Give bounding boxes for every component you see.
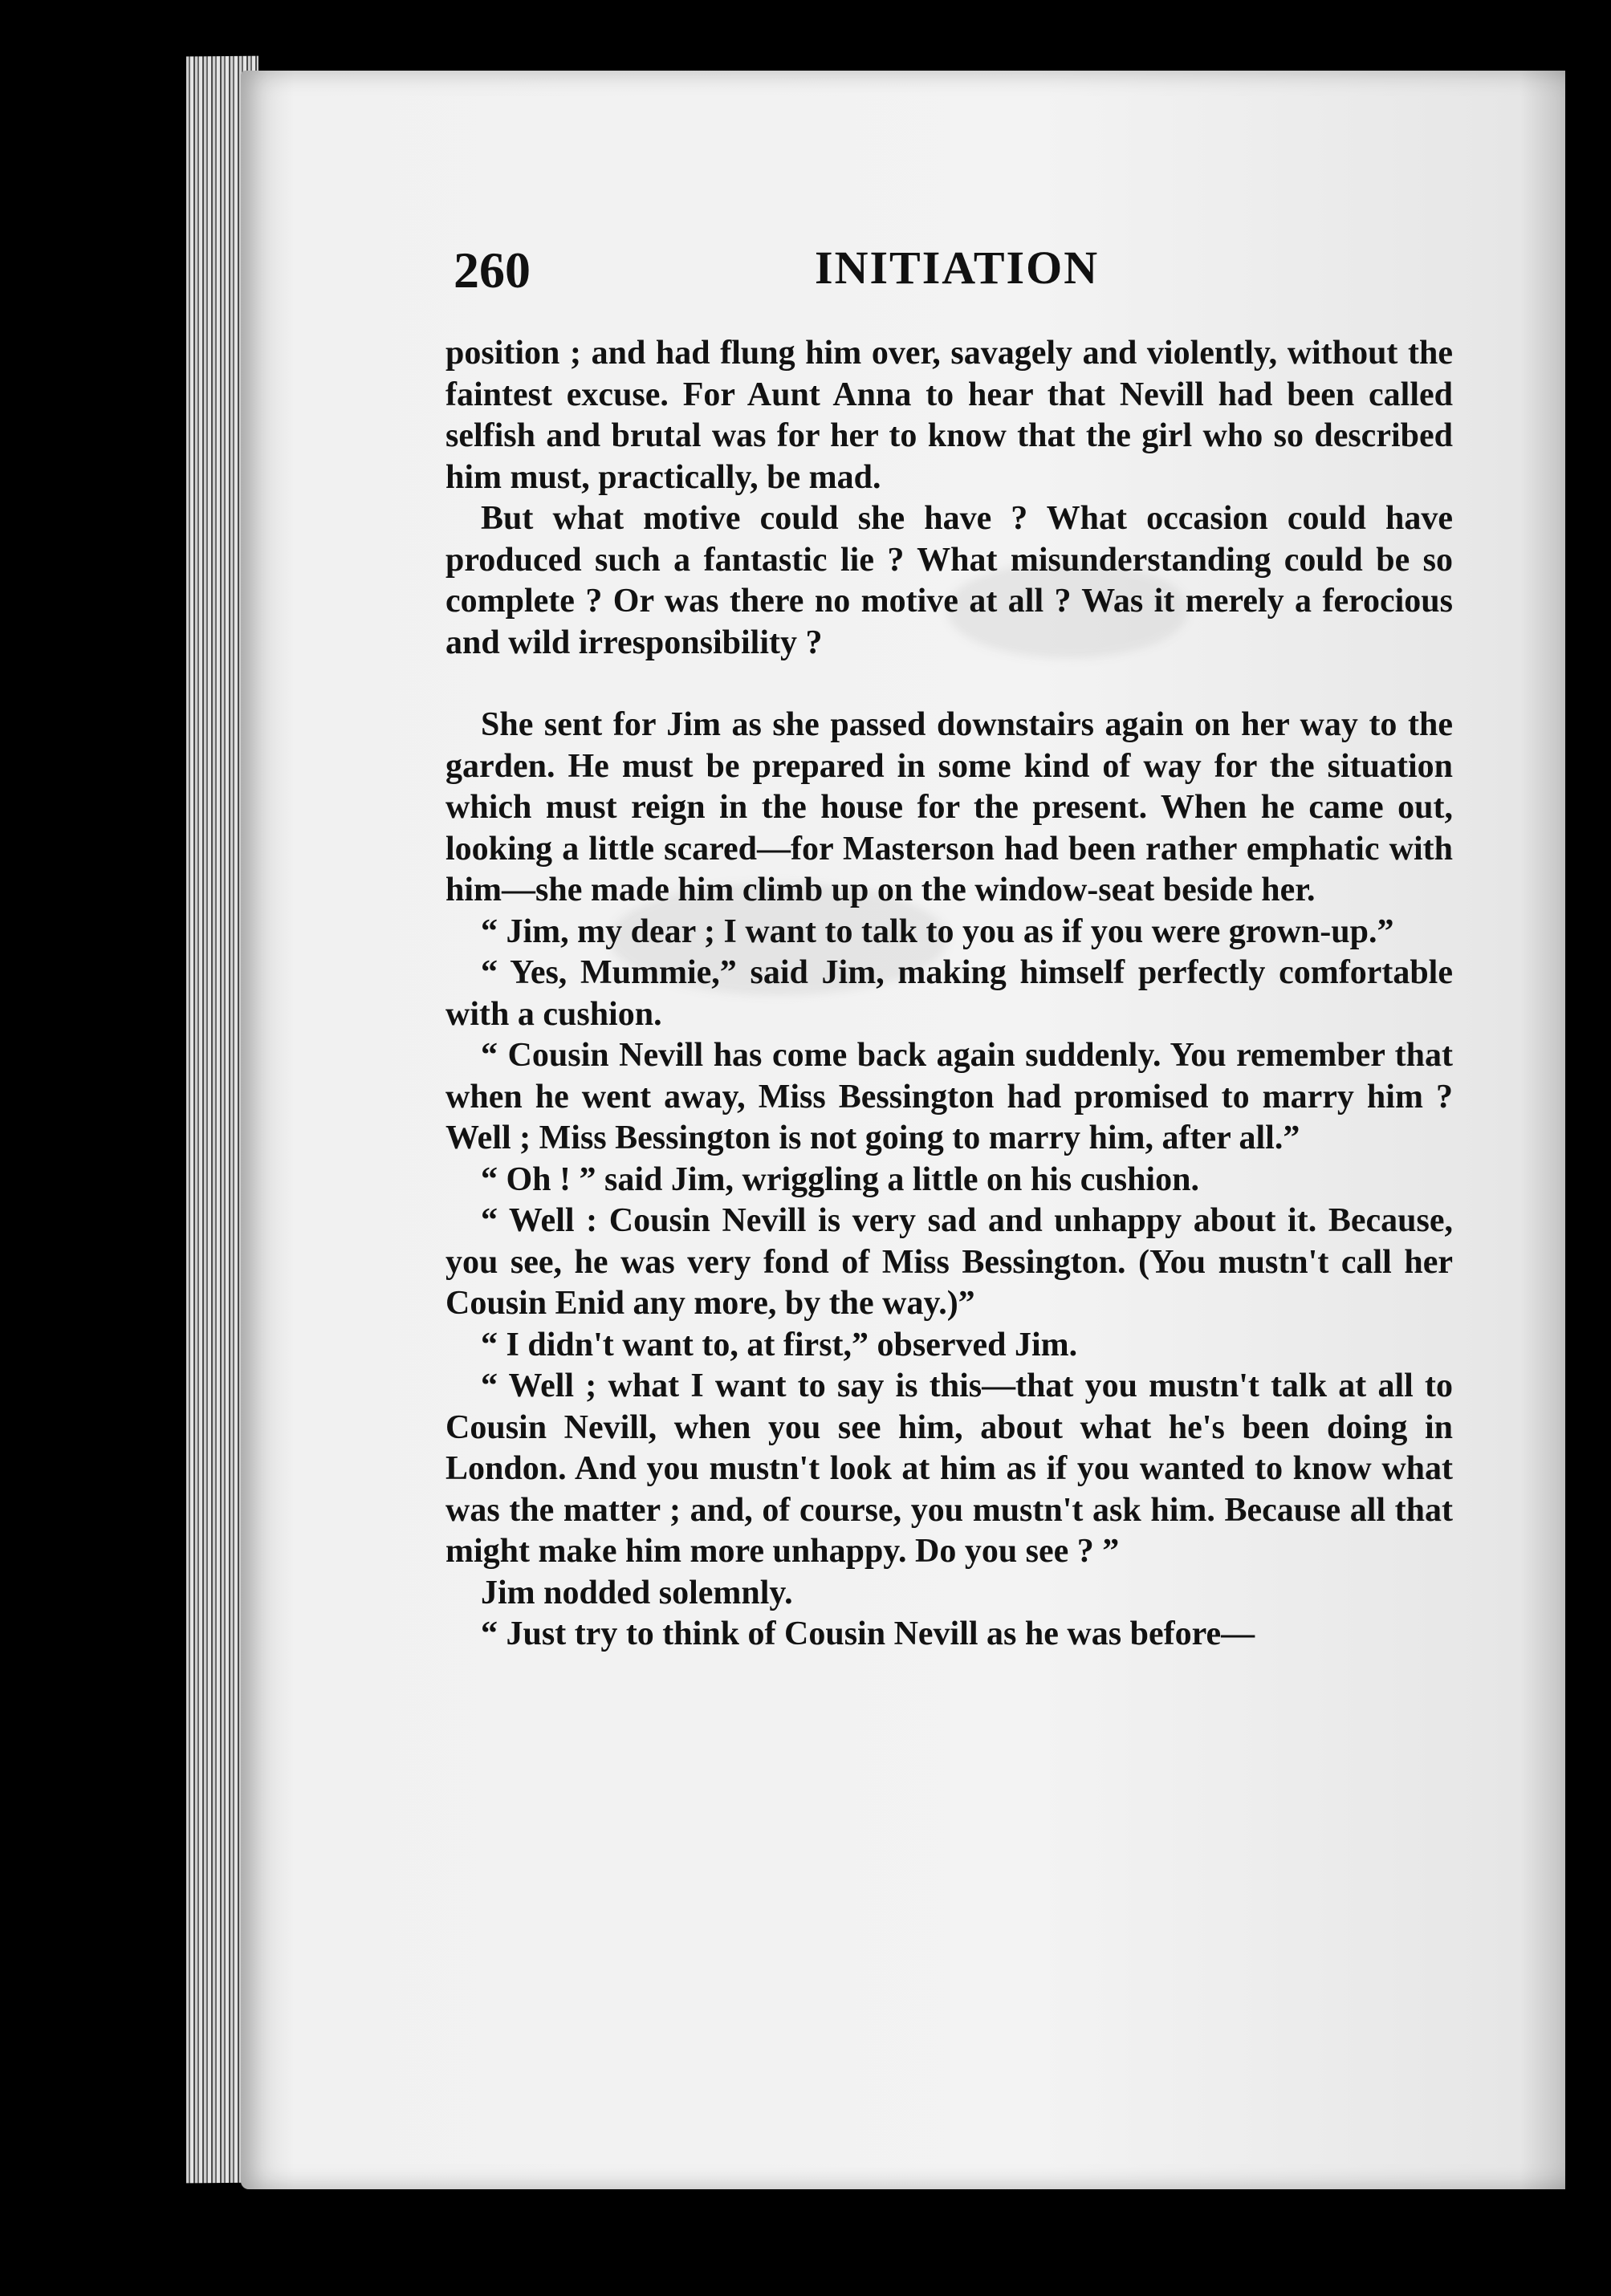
paragraph: She sent for Jim as she passed downstairs again on her way to the garden. He must be prepared in some kind of way for the situation which must reign in the house for the present. When he came out, looking a little scared—for Masterson had been rather emphatic with him—she made him climb up on the window-seat beside her. — [445, 706, 1453, 908]
running-head — [454, 241, 1433, 305]
dialogue-paragraph: “ Oh ! ” said Jim, wriggling a little on his cushion. — [481, 1160, 1199, 1198]
paragraph: Jim nodded solemnly. — [481, 1574, 793, 1611]
dialogue-paragraph: “ Cousin Nevill has come back again suddenly. You remember that when he went away, Miss Bessington had promised to marry him ? Well ; Miss Bessington is not going to marry him, after all.” — [445, 1037, 1453, 1156]
body-text — [445, 333, 1453, 1656]
dialogue-paragraph: “ Yes, Mummie,” said Jim, making himself perfectly comfortable with a cushion. — [445, 954, 1453, 1033]
paragraph: But what motive could she have ? What occasion could have produced such a fantastic lie ? What misunderstanding could be so complete ? Or was there no motive at all ? Was it merely a ferocious and wild irresponsibility ? — [445, 500, 1453, 661]
dialogue-paragraph: “ Well : Cousin Nevill is very sad and unhappy about it. Because, you see, he was very fond of Miss Bessington. (You mustn't call her Cousin Enid any more, by the way.)” — [445, 1202, 1453, 1322]
dialogue-paragraph: “ I didn't want to, at first,” observed Jim. — [481, 1326, 1078, 1363]
dialogue-paragraph: “ Jim, my dear ; I want to talk to you as if you were grown-up.” — [481, 912, 1394, 950]
dialogue-paragraph: “ Well ; what I want to say is this—that you mustn't talk at all to Cousin Nevill, when you see him, about what he's been doing in London. And you mustn't look at him as if you wanted to know what was the matter ; and, of course, you mustn't ask him. Because all that might make him more unhappy. Do you see ? ” — [445, 1367, 1453, 1570]
dialogue-paragraph: “ Just try to think of Cousin Nevill as he was before— — [481, 1615, 1255, 1652]
page-number: 260 — [454, 242, 531, 299]
running-title: INITIATION — [815, 242, 1100, 294]
paragraph: position ; and had flung him over, savagely and violently, without the faintest excuse. For Aunt Anna to hear that Nevill had been called selfish and brutal was for her to know that the girl who so described him must, practically, be mad. — [445, 335, 1453, 496]
right-margin-shadow — [1565, 0, 1611, 2296]
